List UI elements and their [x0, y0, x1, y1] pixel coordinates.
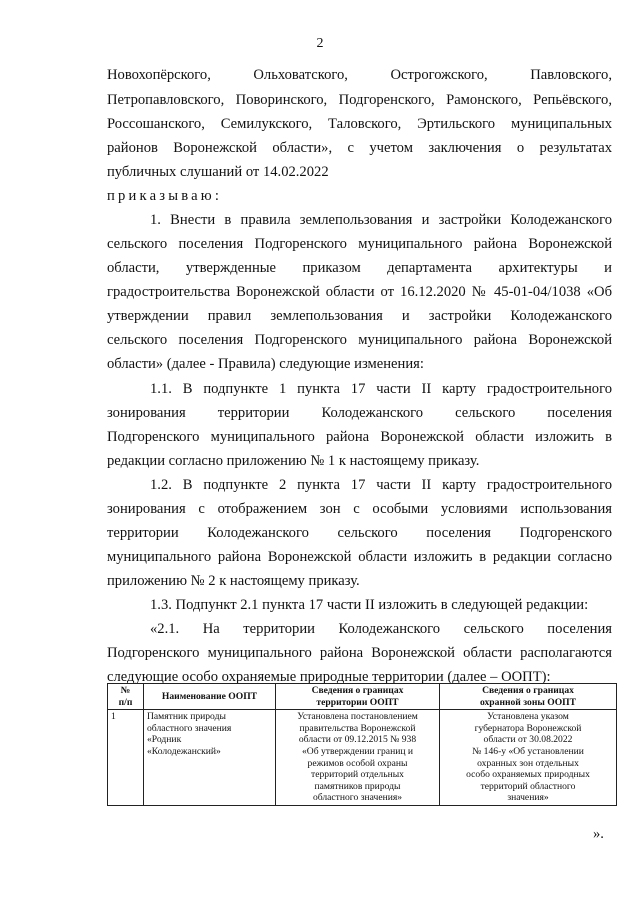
item-1-2-line: 1.2. В подпункте 2 пункта 17 части II карту градостроительного — [150, 477, 612, 493]
item-1-2-line: территории Колодежанского сельского поселения Подгоренского — [107, 525, 612, 541]
item-1-1-line: 1.1. В подпункте 1 пункта 17 части II карту градостроительного — [150, 381, 612, 397]
item-1-line: области» (далее - Правила) следующие изменения: — [107, 356, 424, 372]
item-1-line: области, утвержденные приказом департамента архитектуры и — [107, 260, 612, 276]
header-territory: Сведения о границах территории ООПТ — [276, 684, 440, 710]
row-name: Памятник природы областного значения «Родник «Колодежанский» — [144, 710, 276, 806]
item-2-1-line: «2.1. На территории Колодежанского сельского поселения — [150, 621, 612, 637]
text-line: Россошанского, Семилукского, Таловского, Эртильского муниципальных — [107, 116, 612, 132]
text-line: районов Воронежской области», с учетом заключения о результатах — [107, 140, 612, 156]
item-1-2-line: приложению № 2 к настоящему приказу. — [107, 573, 360, 589]
item-1-1-line: редакции согласно приложению № 1 к настоящему приказу. — [107, 453, 480, 469]
text-line: публичных слушаний от 14.02.2022 — [107, 164, 329, 180]
page-number: 2 — [316, 36, 324, 51]
row-number: 1 — [108, 710, 144, 806]
item-1-3-line: 1.3. Подпункт 2.1 пункта 17 части II изложить в следующей редакции: — [150, 597, 589, 613]
row-territory: Установлена постановлением правительства Воронежской области от 09.12.2015 № 938 «Об утверждении границ и режимов особой охраны территорий отдельных памятников природы областного значения» — [276, 710, 440, 806]
item-1-line: 1. Внести в правила землепользования и застройки Колодежанского — [150, 212, 612, 228]
item-1-line: утверждении правил землепользования и застройки Колодежанского — [107, 308, 612, 324]
item-1-line: сельского поселения Подгоренского муниципального района Воронежской — [107, 236, 612, 252]
text-line: Петропавловского, Поворинского, Подгоренского, Рамонского, Репьёвского, — [107, 92, 612, 108]
table-row — [108, 710, 617, 806]
header-buffer-zone: Сведения о границах охранной зоны ООПТ — [440, 684, 617, 710]
item-1-2-line: зонирования с отображением зон с особыми условиями использования — [107, 501, 612, 517]
item-1-line: сельского поселения Подгоренского муниципального района Воронежской — [107, 332, 612, 348]
item-2-1-line: Подгоренского муниципального района Воронежской области располагаются — [107, 645, 612, 661]
header-number: № п/п — [108, 684, 144, 710]
order-word: приказываю: — [107, 188, 223, 204]
item-2-1-line: следующие особо охраняемые природные территории (далее – ООПТ): — [107, 669, 551, 685]
closing-quote: ». — [593, 826, 604, 842]
item-1-1-line: зонирования территории Колодежанского сельского поселения — [107, 405, 612, 421]
item-1-1-line: Подгоренского муниципального района Воронежской области изложить в — [107, 429, 612, 445]
header-name: Наименование ООПТ — [144, 684, 276, 710]
item-1-line: градостроительства Воронежской области от 16.12.2020 № 45-01-04/1038 «Об — [107, 284, 612, 300]
row-buffer-zone: Установлена указом губернатора Воронежской области от 30.08.2022 № 146-у «Об установлении охранных зон отдельных особо охраняемых природных территорий областного значения» — [440, 710, 617, 806]
oopt-table — [107, 683, 617, 806]
item-1-2-line: муниципального района Воронежской области изложить в редакции согласно — [107, 549, 612, 565]
text-line: Новохопёрского, Ольховатского, Острогожского, Павловского, — [107, 67, 612, 83]
table-header-row — [108, 684, 617, 710]
